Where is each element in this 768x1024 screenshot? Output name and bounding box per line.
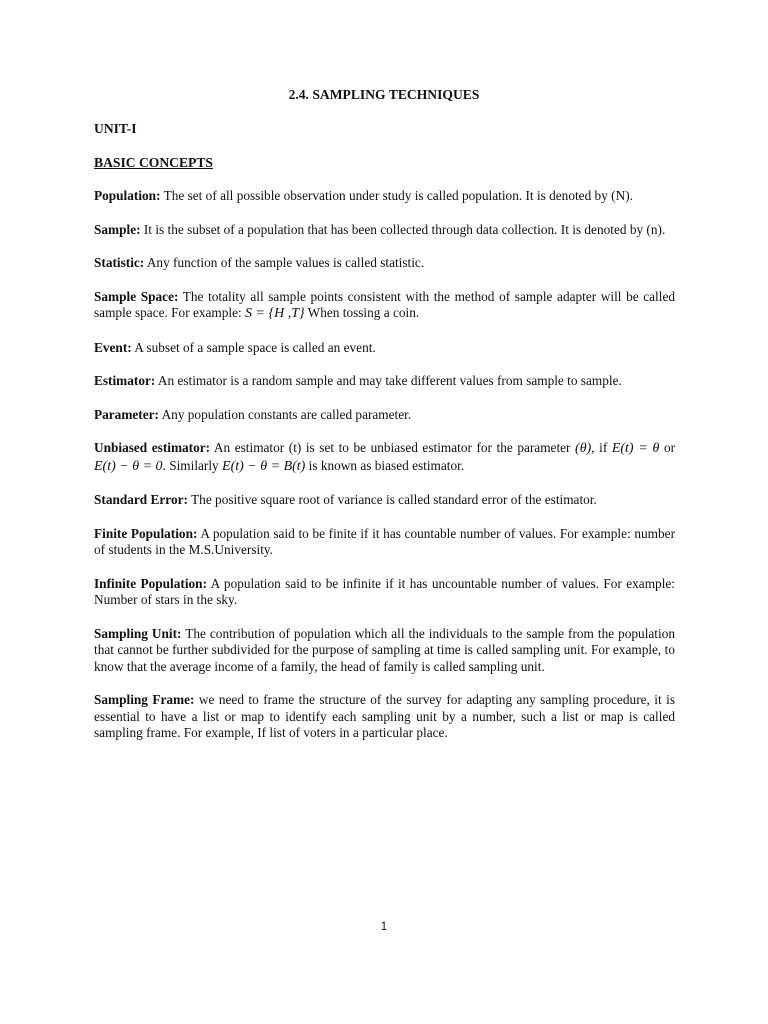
definition-text: The contribution of population which all the individuals to the sample from the population that cannot be further subdivided for the purpose of sampling at time is called sampling unit. For example, to know that the average income of a family, the head of family is called sampling unit. (94, 625, 675, 674)
definition-population (94, 188, 675, 205)
definition-text: The set of all possible observation under study is called population. It is denoted by (N). (163, 188, 633, 203)
definition-text: It is the subset of a population that has been collected through data collection. It is denoted by (n). (143, 221, 666, 237)
math-expression: E(t) − θ = B(t) (222, 458, 306, 474)
math-expression: E(t) − θ = 0 (94, 458, 163, 474)
definition-text: is known as biased estimator. (308, 457, 465, 473)
definition-text: An estimator (t) is set to be unbiased estimator for the parameter (213, 440, 571, 455)
definition-unbiased-estimator (94, 440, 675, 475)
section-heading: BASIC CONCEPTS (94, 155, 213, 170)
definition-term: Event: (94, 339, 132, 355)
definition-statistic (94, 255, 675, 272)
definition-text: A subset of a sample space is called an event. (134, 339, 376, 355)
definition-text: . Similarly (162, 457, 219, 473)
definition-estimator (94, 373, 675, 390)
definition-term: Sample Space: (94, 288, 179, 304)
definition-term: Standard Error: (94, 492, 188, 507)
math-expression: (θ) (575, 441, 592, 456)
unit-heading: UNIT-I (94, 121, 137, 136)
definition-text: A population said to be infinite if it has uncountable number of values. For example: Number of stars in the sky. (94, 575, 675, 607)
page-number: 1 (380, 921, 388, 933)
definition-parameter (94, 407, 675, 424)
definitions-list (94, 188, 675, 759)
definition-term: Unbiased estimator: (94, 440, 211, 455)
definition-term: Sampling Frame: (94, 692, 195, 707)
math-expression: S = {H ,T} (245, 306, 305, 321)
definition-infinite-population (94, 576, 675, 609)
definition-text: Any function of the sample values is called statistic. (146, 255, 425, 270)
definition-term: Statistic: (94, 255, 145, 270)
definition-term: Estimator: (94, 373, 156, 388)
definition-sample (94, 222, 675, 239)
definition-term: Parameter: (94, 406, 159, 422)
definition-sampling-frame (94, 692, 675, 742)
definition-text: , if (591, 440, 608, 455)
definition-text: An estimator is a random sample and may take different values from sample to sample. (157, 373, 622, 388)
definition-text: we need to frame the structure of the survey for adapting any sampling procedure, it is essential to have a list or map to identify each sampling unit by a number, such a list or map is called sampling frame. For example, If list of voters in a particular place. (94, 692, 675, 740)
definition-text: When tossing a coin. (307, 305, 420, 320)
definition-sampling-unit (94, 626, 675, 676)
definition-sample-space (94, 289, 675, 323)
definition-term: Finite Population: (94, 525, 198, 541)
definition-text: The positive square root of variance is called standard error of the estimator. (191, 492, 597, 507)
definition-term: Sample: (94, 221, 141, 237)
definition-term: Sampling Unit: (94, 625, 182, 641)
definition-text: The totality all sample points consistent with the method of sample adapter will be called sample space. For example: (94, 288, 675, 320)
definition-event (94, 340, 675, 357)
definition-text: or (663, 440, 676, 455)
page-title: 2.4. SAMPLING TECHNIQUES (288, 87, 480, 102)
definition-text: A population said to be finite if it has countable number of values. For example: number of students in the M.S.University. (94, 525, 675, 557)
definition-finite-population (94, 526, 675, 559)
definition-term: Population: (94, 188, 161, 203)
math-expression: E(t) = θ (611, 441, 660, 456)
definition-standard-error (94, 492, 675, 509)
definition-term: Infinite Population: (94, 575, 207, 591)
definition-text: Any population constants are called parameter. (161, 406, 412, 422)
